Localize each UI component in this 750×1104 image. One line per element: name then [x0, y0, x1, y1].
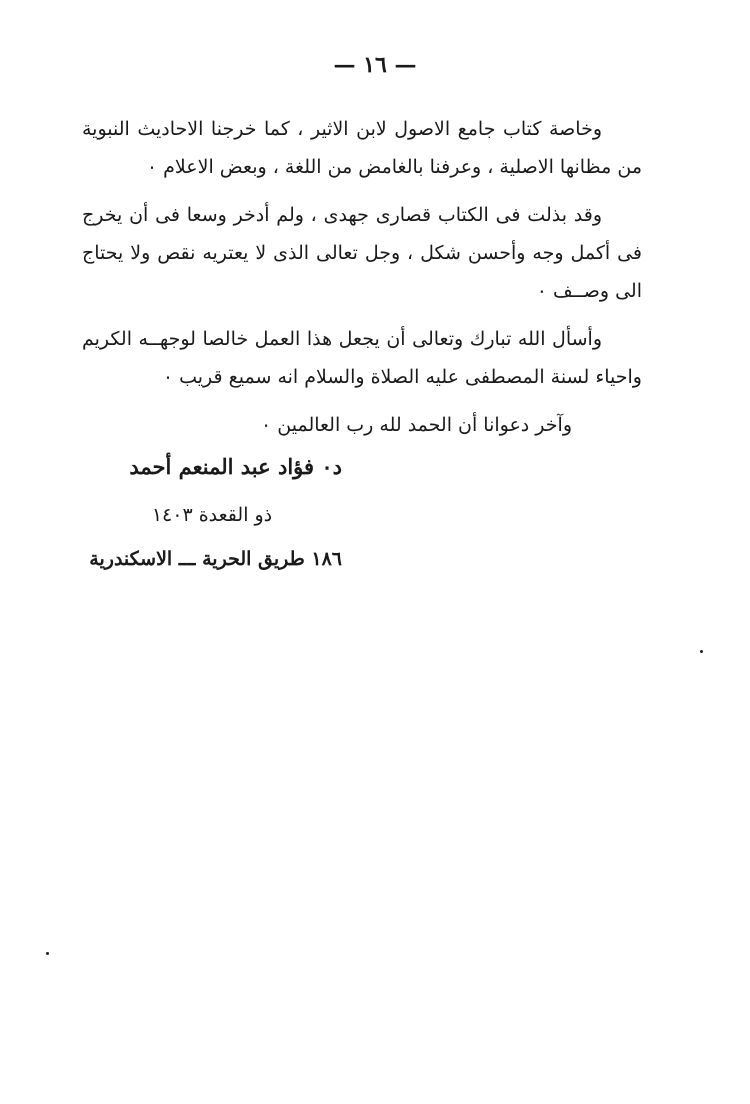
closing-paragraph: وآخر دعوانا أن الحمد لله رب العالمين ٠ — [261, 414, 572, 436]
scan-speck — [46, 952, 49, 955]
signature-date: ذو القعدة ١٤٠٣ — [151, 504, 273, 526]
scan-speck — [700, 650, 703, 653]
author-name: د٠ فؤاد عبد المنعم أحمد — [129, 454, 342, 479]
paragraph: وقد بذلت فى الكتاب قصارى جهدى ، ولم أدخر وسعا فى أن يخرج فى أكمل وجه وأحسن شكل ، وجل تعالى الذى لا يعتريه نقص ولا يحتاج الى وصــف ٠ — [82, 204, 642, 302]
signature-block — [82, 452, 342, 574]
body-text — [82, 110, 642, 454]
author-address: ١٨٦ طريق الحرية ـــ الاسكندرية — [89, 548, 342, 570]
paragraph: وأسأل الله تبارك وتعالى أن يجعل هذا العمل خالصا لوجهــه الكريم واحياء لسنة المصطفى عليه الصلاة والسلام انه سميع قريب ٠ — [82, 328, 642, 388]
page-number: — ١٦ — — [333, 52, 417, 78]
paragraph: وخاصة كتاب جامع الاصول لابن الاثير ، كما خرجنا الاحاديث النبوية من مظانها الاصلية ، وعرفنا بالغامض من اللغة ، وبعض الاعلام ٠ — [82, 118, 642, 178]
